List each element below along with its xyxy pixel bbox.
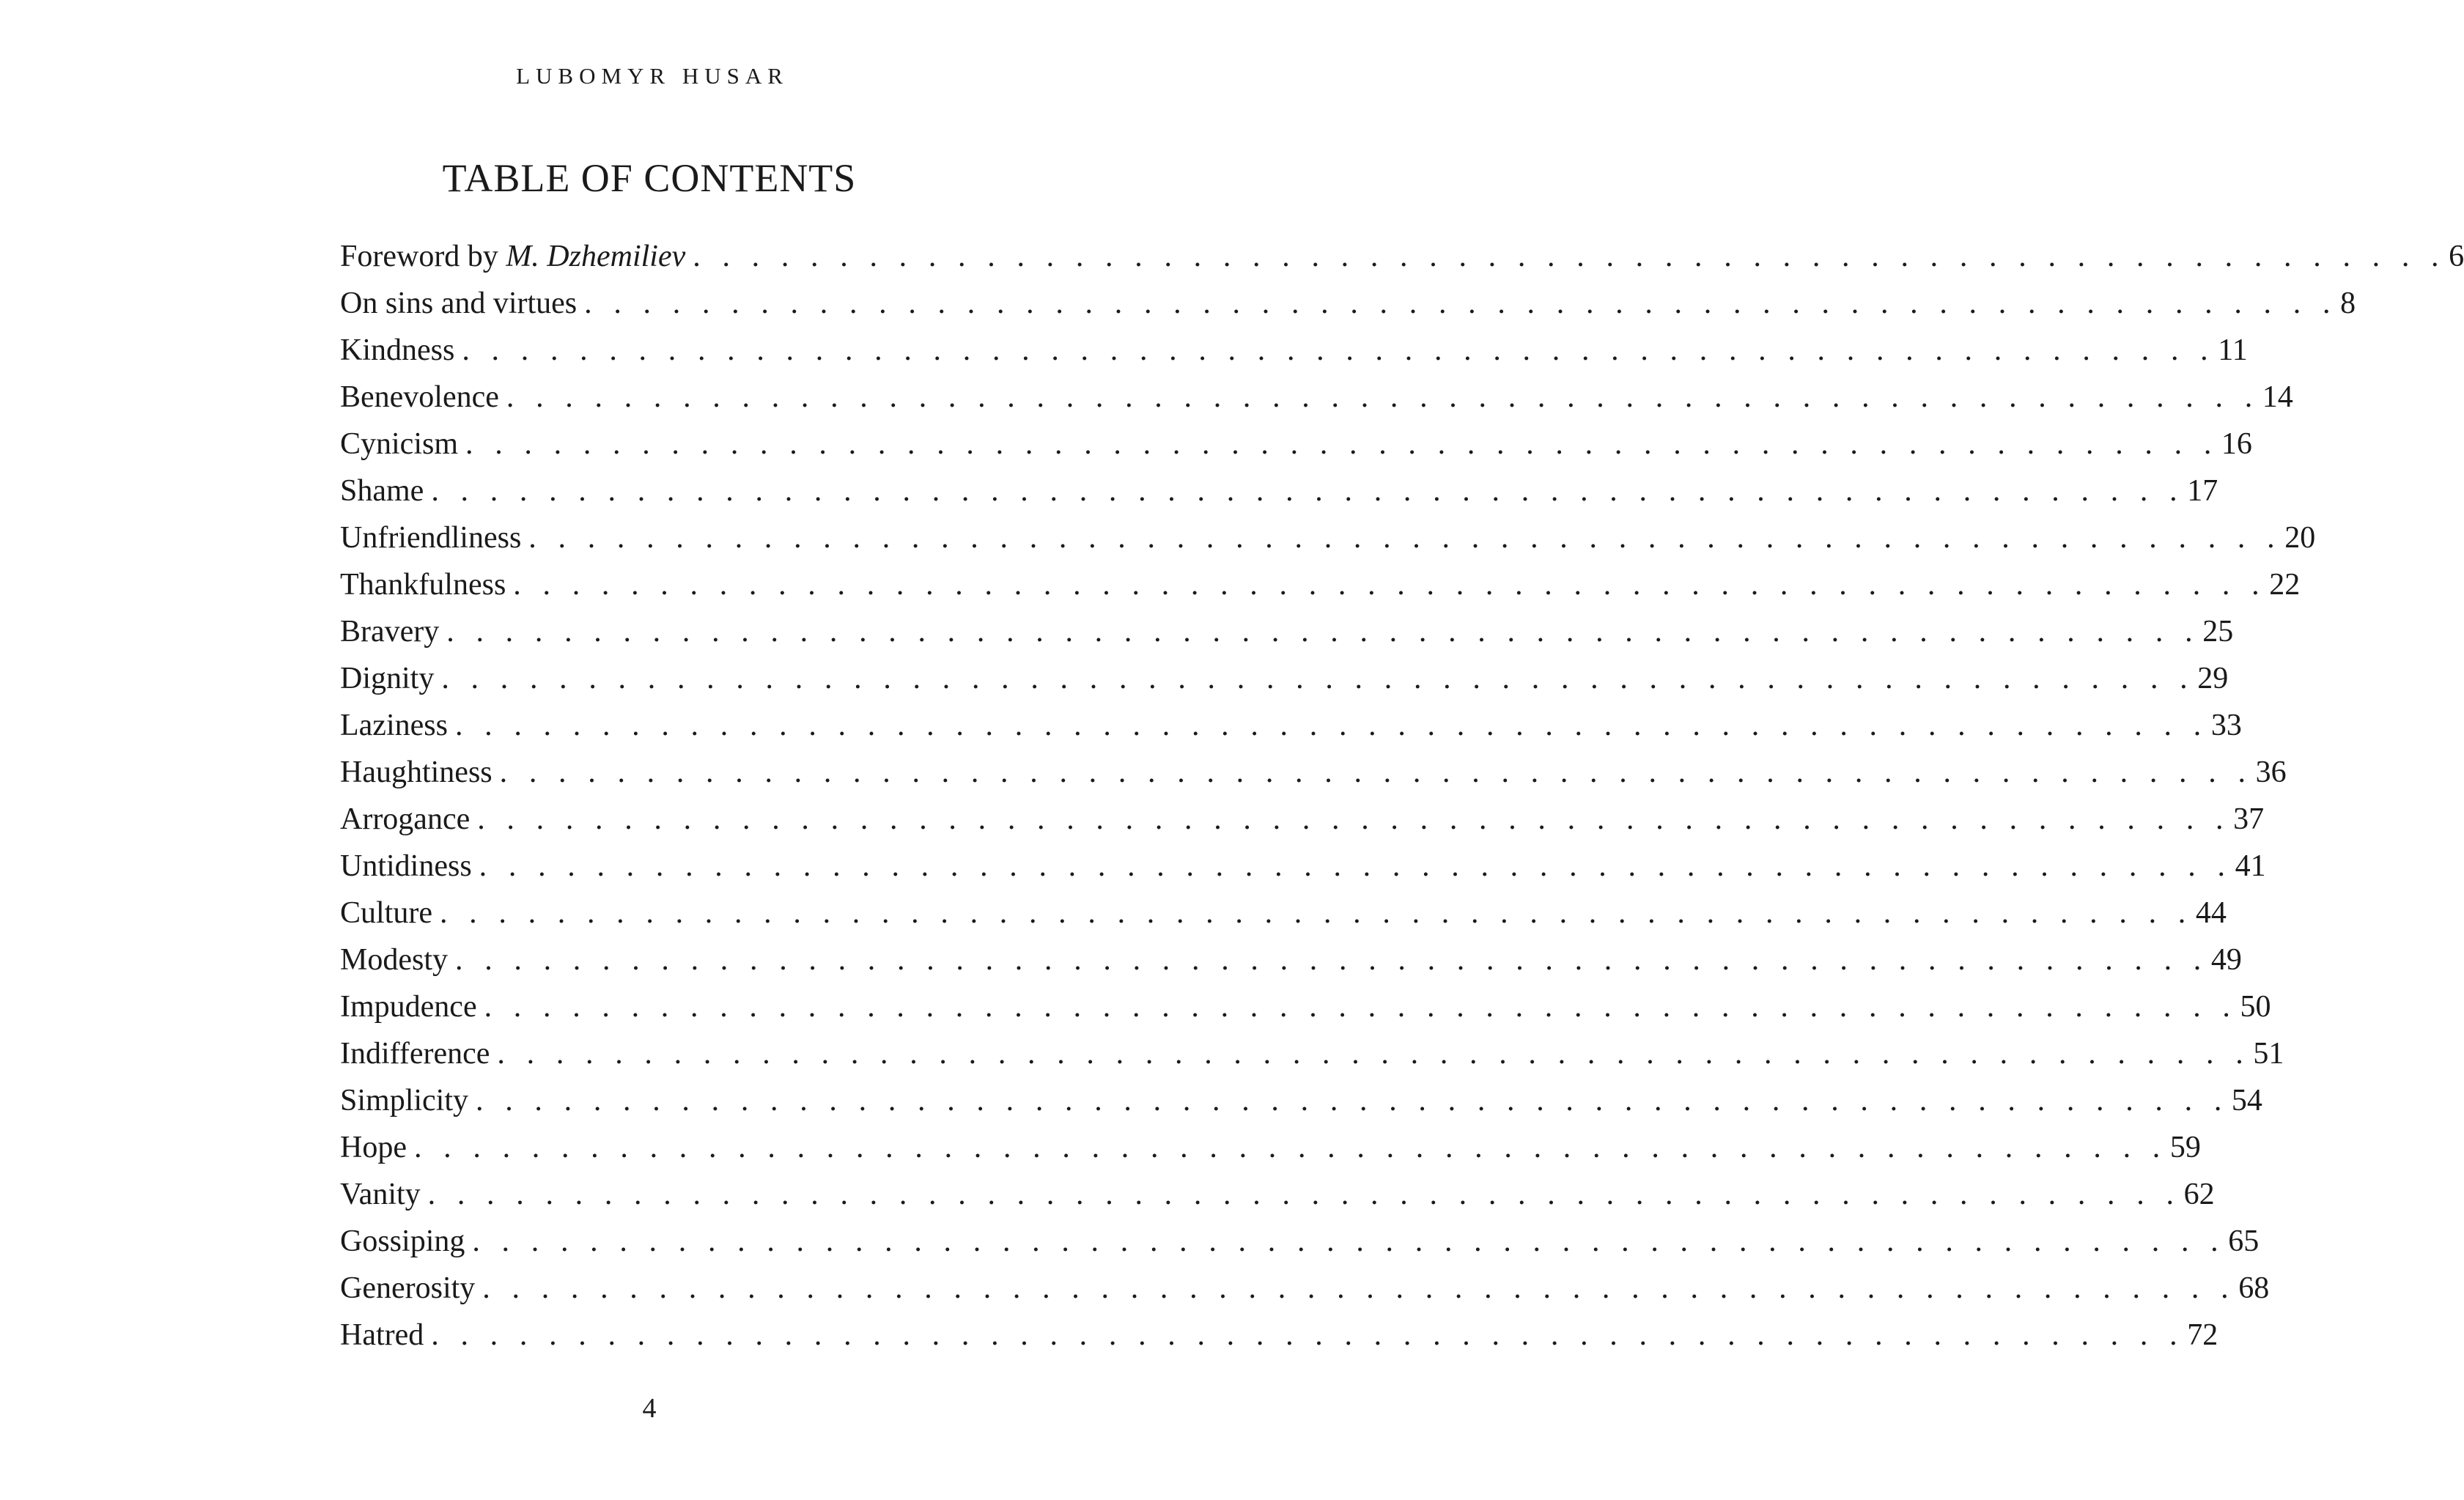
toc-entry-page-number: 51 [2253,1037,2284,1071]
toc-entry [340,1265,2270,1312]
dot-leader: . . . . . . . . . . . . . . . . . . . . . . . . . . . . . . . . . . . . . . . . . . . . . . . . . . . . . . . . . . . . [441,662,2195,695]
dot-leader: . . . . . . . . . . . . . . . . . . . . . . . . . . . . . . . . . . . . . . . . . . . . . . . . . . . . . . . . . . . . [455,943,2208,977]
toc-entry-title [340,890,432,936]
toc-entry [340,468,2218,514]
toc-entry-title-text: Haughtiness [340,755,493,789]
toc-entry [340,1218,2260,1265]
toc-entry-title [340,608,439,655]
toc-entry-title-text: Vanity [340,1178,421,1211]
toc-entry-title [340,1312,424,1359]
dot-leader: . . . . . . . . . . . . . . . . . . . . . . . . . . . . . . . . . . . . . . . . . . . . . . . . . . . . . . . . . . . . [454,709,2208,742]
toc-entry-title [340,327,454,374]
toc-entry-title-text: Bravery [340,615,440,649]
toc-entry-title [340,936,448,983]
toc-entry-title [340,421,458,468]
toc-entry-title [340,702,448,749]
dot-leader: . . . . . . . . . . . . . . . . . . . . . . . . . . . . . . . . . . . . . . . . . . . . . . . . . . . . . . . . . . . . [693,240,2446,273]
toc-entry-page-number: 29 [2197,662,2229,695]
toc-entry [340,280,2356,327]
dot-leader: . . . . . . . . . . . . . . . . . . . . . . . . . . . . . . . . . . . . . . . . . . . . . . . . . . . . . . . . . . . . [477,802,2231,836]
toc-entry-page-number: 59 [2169,1131,2201,1164]
toc-entry-title-text: Gossiping [340,1224,465,1258]
dot-leader: . . . . . . . . . . . . . . . . . . . . . . . . . . . . . . . . . . . . . . . . . . . . . . . . . . . . . . . . . . . . [479,849,2232,883]
toc-entry-title-text: Foreword by [340,240,506,273]
toc-entry [340,983,2271,1030]
toc-entry-title [340,514,521,561]
toc-entry [340,749,2287,796]
toc-entry-title-text: Untidiness [340,849,472,883]
toc-entry-page-number: 6 [2449,240,2464,273]
page-title: TABLE OF CONTENTS [442,156,857,200]
toc-entry-title [340,983,477,1030]
toc-entry [340,1312,2218,1359]
toc-entry-title-text: Generosity [340,1271,476,1305]
toc-entry-page-number: 20 [2284,521,2316,555]
toc-entry-title [340,468,424,514]
dot-leader: . . . . . . . . . . . . . . . . . . . . . . . . . . . . . . . . . . . . . . . . . . . . . . . . . . . . . . . . . . . . [528,521,2282,555]
dot-leader: . . . . . . . . . . . . . . . . . . . . . . . . . . . . . . . . . . . . . . . . . . . . . . . . . . . . . . . . . . . . [439,896,2193,930]
toc-entry-title [340,796,470,843]
toc-entry-title-text: Modesty [340,943,448,977]
toc-entry [340,514,2316,561]
toc-entry-page-number: 8 [2340,287,2356,320]
toc-entry-page-number: 72 [2187,1318,2218,1352]
toc-entry-title [340,1218,465,1265]
toc-entry [340,374,2293,421]
toc-entry-page-number: 14 [2262,380,2293,414]
toc-entry-page-number: 33 [2210,709,2242,742]
dot-leader: . . . . . . . . . . . . . . . . . . . . . . . . . . . . . . . . . . . . . . . . . . . . . . . . . . . . . . . . . . . . [506,380,2260,414]
toc-entry-title [340,1077,468,1124]
toc-entry-title-text: Kindness [340,333,455,367]
toc-entry-page-number: 25 [2202,615,2234,649]
toc-entry-title-text: Shame [340,474,424,508]
toc-entry [340,843,2266,890]
dot-leader: . . . . . . . . . . . . . . . . . . . . . . . . . . . . . . . . . . . . . . . . . . . . . . . . . . . . . . . . . . . . [431,474,2185,508]
toc-entry-page-number: 22 [2269,568,2301,602]
dot-leader: . . . . . . . . . . . . . . . . . . . . . . . . . . . . . . . . . . . . . . . . . . . . . . . . . . . . . . . . . . . . [472,1224,2226,1258]
toc-entry-page-number: 16 [2221,427,2252,461]
dot-leader: . . . . . . . . . . . . . . . . . . . . . . . . . . . . . . . . . . . . . . . . . . . . . . . . . . . . . . . . . . . . [482,1271,2236,1305]
toc-entry-page-number: 65 [2228,1224,2260,1258]
toc-entry [340,1171,2215,1218]
toc-entry-title [340,1171,421,1218]
toc-entry [340,421,2252,468]
toc-entry-page-number: 68 [2238,1271,2270,1305]
toc-entry-title [340,843,472,890]
dot-leader: . . . . . . . . . . . . . . . . . . . . . . . . . . . . . . . . . . . . . . . . . . . . . . . . . . . . . . . . . . . . [499,755,2253,789]
toc-entry [340,1077,2262,1124]
toc-entry-title-text: Simplicity [340,1084,469,1117]
toc-entry-title [340,655,434,702]
toc-entry [340,796,2265,843]
dot-leader: . . . . . . . . . . . . . . . . . . . . . . . . . . . . . . . . . . . . . . . . . . . . . . . . . . . . . . . . . . . . [513,568,2267,602]
running-head-author: LUBOMYR HUSAR [516,63,789,89]
toc-entry [340,561,2301,608]
toc-entry-page-number: 37 [2233,802,2265,836]
toc-entry-title-text: Hatred [340,1318,424,1352]
dot-leader: . . . . . . . . . . . . . . . . . . . . . . . . . . . . . . . . . . . . . . . . . . . . . . . . . . . . . . . . . . . . [431,1318,2185,1352]
toc-entry-title [340,749,493,796]
toc-entry-page-number: 49 [2210,943,2242,977]
dot-leader: . . . . . . . . . . . . . . . . . . . . . . . . . . . . . . . . . . . . . . . . . . . . . . . . . . . . . . . . . . . . [446,615,2200,649]
table-of-contents [340,233,2464,1359]
toc-entry-page-number: 44 [2195,896,2227,930]
toc-entry-page-number: 62 [2183,1178,2215,1211]
toc-entry [340,1030,2284,1077]
toc-entry-title [340,561,506,608]
toc-entry-title [340,1265,475,1312]
toc-entry-title-text: Cynicism [340,427,459,461]
toc-entry-title-text: Dignity [340,662,435,695]
dot-leader: . . . . . . . . . . . . . . . . . . . . . . . . . . . . . . . . . . . . . . . . . . . . . . . . . . . . . . . . . . . . [465,427,2218,461]
toc-entry [340,608,2234,655]
toc-entry [340,327,2248,374]
toc-entry-title [340,1124,407,1171]
toc-entry [340,936,2242,983]
toc-entry-page-number: 54 [2231,1084,2262,1117]
page-number: 4 [642,1393,657,1424]
toc-entry-title [340,374,499,421]
toc-entry [340,655,2229,702]
dot-leader: . . . . . . . . . . . . . . . . . . . . . . . . . . . . . . . . . . . . . . . . . . . . . . . . . . . . . . . . . . . . [413,1131,2167,1164]
toc-entry-page-number: 36 [2255,755,2287,789]
toc-entry-title-text: Benevolence [340,380,499,414]
toc-entry-title-text: Hope [340,1131,407,1164]
toc-entry-page-number: 41 [2235,849,2266,883]
toc-entry-title [340,1030,490,1077]
toc-entry [340,1124,2201,1171]
toc-entry-title-text: Impudence [340,990,477,1024]
dot-leader: . . . . . . . . . . . . . . . . . . . . . . . . . . . . . . . . . . . . . . . . . . . . . . . . . . . . . . . . . . . . [484,990,2238,1024]
dot-leader: . . . . . . . . . . . . . . . . . . . . . . . . . . . . . . . . . . . . . . . . . . . . . . . . . . . . . . . . . . . . [584,287,2338,320]
toc-entry-page-number: 17 [2187,474,2218,508]
toc-entry-title-text: Indifference [340,1037,490,1071]
toc-entry [340,890,2227,936]
dot-leader: . . . . . . . . . . . . . . . . . . . . . . . . . . . . . . . . . . . . . . . . . . . . . . . . . . . . . . . . . . . . [497,1037,2251,1071]
toc-entry-title [340,233,685,280]
toc-entry-page-number: 11 [2218,333,2248,367]
toc-entry [340,702,2242,749]
dot-leader: . . . . . . . . . . . . . . . . . . . . . . . . . . . . . . . . . . . . . . . . . . . . . . . . . . . . . . . . . . . . [462,333,2216,367]
dot-leader: . . . . . . . . . . . . . . . . . . . . . . . . . . . . . . . . . . . . . . . . . . . . . . . . . . . . . . . . . . . . [427,1178,2181,1211]
toc-entry-title [340,280,577,327]
toc-entry-title-italic: M. Dzhemiliev [506,240,686,273]
toc-entry-title-text: Arrogance [340,802,471,836]
toc-entry-page-number: 50 [2240,990,2271,1024]
toc-entry-title-text: Culture [340,896,432,930]
toc-entry-title-text: On sins and virtues [340,287,578,320]
toc-entry [340,233,2464,280]
toc-entry-title-text: Unfriendliness [340,521,522,555]
toc-entry-title-text: Laziness [340,709,448,742]
toc-entry-title-text: Thankfulness [340,568,506,602]
dot-leader: . . . . . . . . . . . . . . . . . . . . . . . . . . . . . . . . . . . . . . . . . . . . . . . . . . . . . . . . . . . . [476,1084,2229,1117]
